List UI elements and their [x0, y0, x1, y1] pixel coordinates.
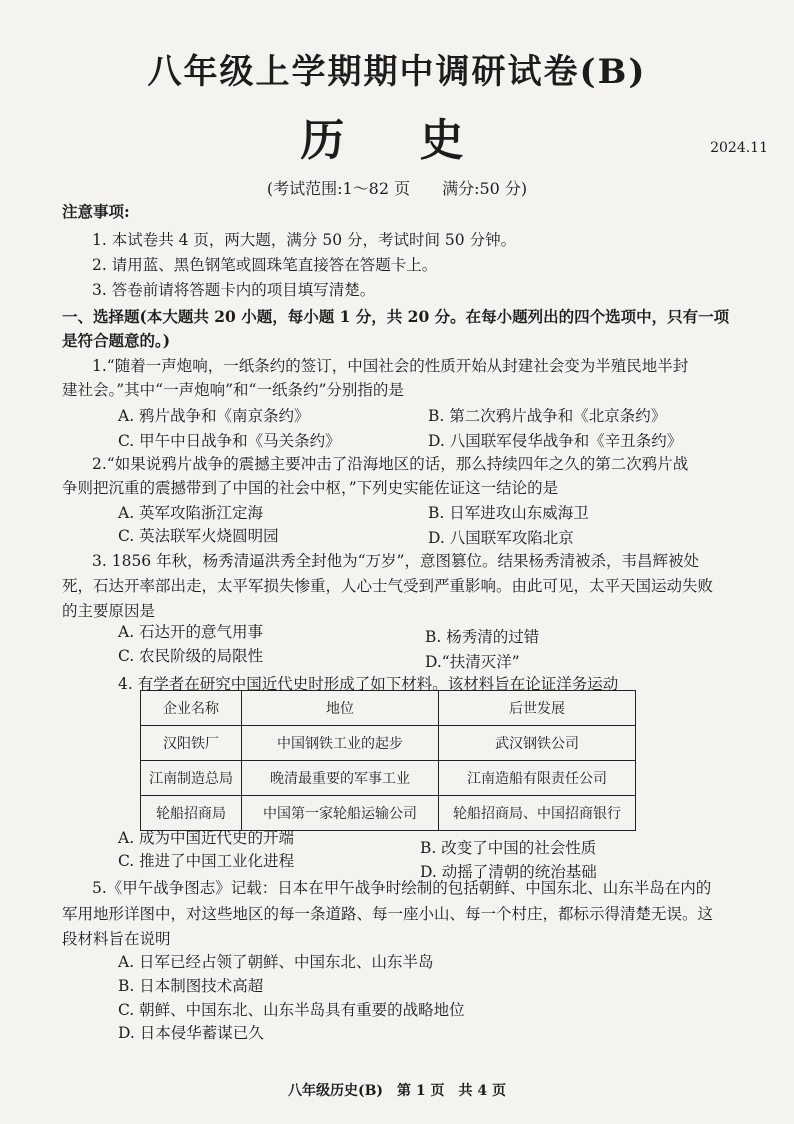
note-item: 1. 本试卷共 4 页，两大题，满分 50 分，考试时间 50 分钟。: [92, 231, 517, 249]
option-c: C. 英法联军火烧圆明园: [118, 527, 279, 545]
option-d: D. 日本侵华蓄谋已久: [118, 1024, 264, 1042]
section-heading: 一、选择题(本大题共 20 小题，每小题 1 分，共 20 分。在每小题列出的四个选项中，只有一项: [62, 307, 730, 326]
option-b: B. 日军进攻山东威海卫: [428, 504, 589, 522]
subject-title: 历 史: [300, 115, 494, 166]
table-header-cell: 地位: [242, 691, 439, 726]
table-header-row: [141, 691, 636, 726]
option-a: A. 石达开的意气用事: [118, 623, 264, 641]
section-heading-cont: 是符合题意的。): [62, 331, 171, 350]
question-text: 3. 1856 年秋，杨秀清逼洪秀全封他为“万岁”，意图篡位。结果杨秀清被杀，韦昌辉被处: [92, 552, 699, 570]
table-header-cell: 企业名称: [141, 691, 242, 726]
table-header-cell: 后世发展: [439, 691, 636, 726]
question-text: 4. 有学者在研究中国近代史时形成了如下材料。该材料旨在论证洋务运动: [118, 675, 619, 693]
page-footer: 八年级历史(B) 第 1 页 共 4 页: [287, 1083, 507, 1099]
exam-title: 八年级上学期期中调研试卷(B): [147, 52, 647, 92]
question-text: 段材料旨在说明: [62, 930, 171, 948]
option-c: C. 推进了中国工业化进程: [118, 852, 295, 870]
option-d: D. 八国联军攻陷北京: [428, 529, 574, 547]
option-c: C. 朝鲜、中国东北、山东半岛具有重要的战略地位: [118, 1001, 465, 1019]
table-cell: 轮船招商局、中国招商银行: [439, 796, 636, 831]
option-b: B. 改变了中国的社会性质: [420, 839, 597, 857]
option-d: D. 八国联军侵华战争和《辛丑条约》: [428, 432, 683, 450]
question-text: 2.“如果说鸦片战争的震撼主要冲击了沿海地区的话，那么持续四年之久的第二次鸦片战: [92, 455, 689, 473]
question-text: 5.《甲午战争图志》记载：日本在甲午战争时绘制的包括朝鲜、中国东北、山东半岛在内的: [92, 879, 712, 897]
table-cell: 中国第一家轮船运输公司: [242, 796, 439, 831]
notes-heading: 注意事项:: [62, 202, 130, 221]
option-a: A. 成为中国近代史的开端: [118, 829, 295, 847]
table-cell: 中国钢铁工业的起步: [242, 726, 439, 761]
table-cell: 江南造船有限责任公司: [439, 761, 636, 796]
table-cell: 晚清最重要的军事工业: [242, 761, 439, 796]
question-text: 军用地形详图中，对这些地区的每一条道路、每一座小山、每一个村庄，都标示得清楚无误。这: [62, 905, 714, 923]
material-table: [140, 690, 636, 831]
exam-scope: (考试范围:1～82 页 满分:50 分): [266, 179, 528, 198]
note-item: 3. 答卷前请将答题卡内的项目填写清楚。: [92, 281, 376, 299]
question-text: 1.“随着一声炮响，一纸条约的签订，中国社会的性质开始从封建社会变为半殖民地半封: [92, 357, 689, 375]
table-cell: 江南制造总局: [141, 761, 242, 796]
table-cell: 武汉钢铁公司: [439, 726, 636, 761]
option-b: B. 杨秀清的过错: [425, 628, 540, 646]
table-cell: 轮船招商局: [141, 796, 242, 831]
option-b: B. 日本制图技术高超: [118, 977, 264, 995]
question-text: 死，石达开率部出走，太平军损失惨重，人心士气受到严重影响。由此可见，太平天国运动失败: [62, 577, 714, 595]
option-c: C. 农民阶级的局限性: [118, 647, 264, 665]
option-d: D. 动摇了清朝的统治基础: [420, 863, 597, 881]
table-cell: 汉阳铁厂: [141, 726, 242, 761]
option-a: A. 鸦片战争和《南京条约》: [118, 407, 310, 425]
table-row: [141, 726, 636, 761]
option-a: A. 英军攻陷浙江定海: [118, 504, 264, 522]
option-d: D.“扶清灭洋”: [425, 653, 520, 671]
exam-date: 2024.11: [710, 140, 768, 156]
note-item: 2. 请用蓝、黑色钢笔或圆珠笔直接答在答题卡上。: [92, 256, 438, 274]
option-a: A. 日军已经占领了朝鲜、中国东北、山东半岛: [118, 953, 434, 971]
question-text: 争则把沉重的震撼带到了中国的社会中枢，”下列史实能佐证这一结论的是: [62, 479, 559, 497]
option-b: B. 第二次鸦片战争和《北京条约》: [428, 407, 667, 425]
table-row: [141, 761, 636, 796]
question-text: 建社会。”其中“一声炮响”和“一纸条约”分别指的是: [62, 381, 404, 399]
question-text: 的主要原因是: [62, 602, 156, 620]
option-c: C. 甲午中日战争和《马关条约》: [118, 432, 341, 450]
